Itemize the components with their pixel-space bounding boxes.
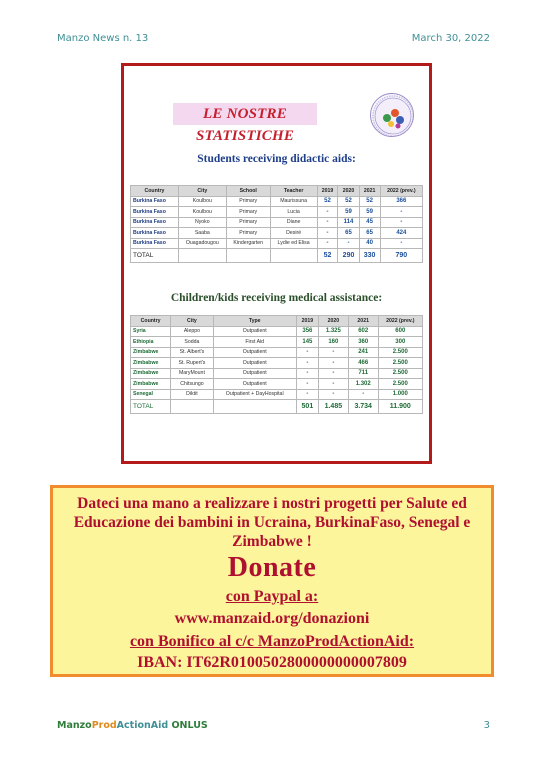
- table-cell: -: [317, 228, 338, 239]
- total-cell: [226, 249, 270, 263]
- table-cell: Primary: [226, 217, 270, 228]
- table-cell: Lydie ed Elisa: [270, 238, 317, 249]
- brand-part-prod: Prod: [91, 720, 117, 731]
- table-cell: Primary: [226, 196, 270, 207]
- table-cell: -: [318, 358, 348, 369]
- table-row: [131, 389, 423, 400]
- total-cell: 1.485: [318, 400, 348, 414]
- table-cell: 145: [296, 337, 318, 348]
- table-cell: 466: [348, 358, 378, 369]
- table-cell: 600: [378, 326, 422, 337]
- table-row: [131, 326, 423, 337]
- table-cell: Burkina Faso: [131, 196, 179, 207]
- table-cell: Outpatient: [213, 326, 296, 337]
- table-cell: -: [380, 217, 422, 228]
- table-cell: -: [296, 347, 318, 358]
- table-cell: -: [338, 238, 359, 249]
- table-cell: Diane: [270, 217, 317, 228]
- column-header: School: [226, 186, 270, 197]
- table-cell: -: [296, 368, 318, 379]
- total-cell: TOTAL: [131, 400, 171, 414]
- table-cell: 160: [318, 337, 348, 348]
- table-cell: Syria: [131, 326, 171, 337]
- total-cell: [270, 249, 317, 263]
- table-header-row: [131, 186, 423, 197]
- table-cell: Diktit: [171, 389, 213, 400]
- table-row: [131, 347, 423, 358]
- table-cell: Outpatient: [213, 379, 296, 390]
- table-cell: 114: [338, 217, 359, 228]
- table-cell: Outpatient: [213, 368, 296, 379]
- table-cell: 59: [338, 207, 359, 218]
- total-cell: 330: [359, 249, 380, 263]
- column-header: Country: [131, 186, 179, 197]
- table-cell: 711: [348, 368, 378, 379]
- table-cell: 2.500: [378, 347, 422, 358]
- table-cell: 59: [359, 207, 380, 218]
- table-cell: Maurissuna: [270, 196, 317, 207]
- column-header: City: [171, 316, 213, 327]
- column-header: City: [178, 186, 226, 197]
- table-cell: Primary: [226, 228, 270, 239]
- table-cell: -: [317, 207, 338, 218]
- column-header: Teacher: [270, 186, 317, 197]
- table-cell: Outpatient: [213, 347, 296, 358]
- iban-text: IBAN: IT62R0100502800000000007809: [137, 654, 407, 671]
- table-cell: -: [317, 238, 338, 249]
- table-cell: 356: [296, 326, 318, 337]
- column-header: 2022 (prev.): [380, 186, 422, 197]
- column-header: 2020: [338, 186, 359, 197]
- table-cell: 602: [348, 326, 378, 337]
- table-cell: Koulbou: [178, 207, 226, 218]
- table-cell: Zimbabwe: [131, 347, 171, 358]
- table-cell: 360: [348, 337, 378, 348]
- table-cell: 1.325: [318, 326, 348, 337]
- didactic-aids-table: [130, 185, 423, 263]
- logo-emblem-icon: [371, 94, 414, 137]
- footer-brand: [57, 720, 208, 731]
- column-header: 2019: [296, 316, 318, 327]
- table-cell: Lucia: [270, 207, 317, 218]
- brand-part-actionaid: ActionAid: [116, 720, 169, 731]
- column-header: 2019: [317, 186, 338, 197]
- table-cell: Ouagadougou: [178, 238, 226, 249]
- table-cell: Desiré: [270, 228, 317, 239]
- donate-heading: Donate: [227, 552, 317, 583]
- table-cell: 40: [359, 238, 380, 249]
- table-cell: 241: [348, 347, 378, 358]
- table-cell: Kindergarten: [226, 238, 270, 249]
- table-cell: 366: [380, 196, 422, 207]
- paypal-label: con Paypal a:: [225, 588, 319, 605]
- total-cell: TOTAL: [131, 249, 179, 263]
- table-cell: 1.302: [348, 379, 378, 390]
- table-row: [131, 207, 423, 218]
- table-cell: -: [380, 238, 422, 249]
- column-header: 2021: [348, 316, 378, 327]
- medical-assistance-heading: Children/kids receiving medical assistance:: [170, 292, 383, 304]
- table-row: [131, 228, 423, 239]
- didactic-aids-heading: Students receiving didactic aids:: [197, 153, 356, 165]
- column-header: 2022 (prev.): [378, 316, 422, 327]
- table-cell: Chitsungo: [171, 379, 213, 390]
- brand-part-onlus: ONLUS: [168, 720, 208, 731]
- table-cell: -: [318, 347, 348, 358]
- table-cell: -: [318, 389, 348, 400]
- table-cell: Outpatient: [213, 358, 296, 369]
- table-cell: 65: [338, 228, 359, 239]
- table-cell: Zimbabwe: [131, 368, 171, 379]
- organization-logo: [370, 93, 414, 137]
- total-cell: [213, 400, 296, 414]
- table-cell: -: [318, 379, 348, 390]
- table-cell: Aleppo: [171, 326, 213, 337]
- table-cell: -: [348, 389, 378, 400]
- brand-part-manzo: Manzo: [57, 720, 92, 731]
- table-cell: 2.500: [378, 358, 422, 369]
- table-cell: 52: [317, 196, 338, 207]
- total-cell: [171, 400, 213, 414]
- table-header-row: [131, 316, 423, 327]
- medical-assistance-table: [130, 315, 423, 414]
- donation-appeal: Dateci una mano a realizzare i nostri progetti per Salute ed Educazione dei bambini in Ucraina, BurkinaFaso, Senegal e Zimbabwe !: [73, 495, 471, 550]
- newsletter-issue: Manzo News n. 13: [57, 33, 149, 44]
- donation-url-link[interactable]: www.manzaid.org/donazioni: [174, 610, 370, 627]
- table-row: [131, 217, 423, 228]
- total-row: [131, 249, 423, 263]
- table-row: [131, 238, 423, 249]
- table-cell: 52: [359, 196, 380, 207]
- column-header: 2020: [318, 316, 348, 327]
- table-row: [131, 196, 423, 207]
- issue-date: March 30, 2022: [411, 33, 490, 44]
- table-cell: MaryMount: [171, 368, 213, 379]
- table-cell: Ethiopia: [131, 337, 171, 348]
- table-cell: Burkina Faso: [131, 228, 179, 239]
- table-cell: -: [296, 379, 318, 390]
- table-cell: -: [380, 207, 422, 218]
- table-cell: 52: [338, 196, 359, 207]
- table-cell: -: [317, 217, 338, 228]
- table-cell: Saaba: [178, 228, 226, 239]
- table-row: [131, 379, 423, 390]
- total-cell: 790: [380, 249, 422, 263]
- table-cell: Zimbabwe: [131, 358, 171, 369]
- table-cell: 2.500: [378, 379, 422, 390]
- table-cell: Nyoko: [178, 217, 226, 228]
- bank-transfer-label: con Bonifico al c/c ManzoProdActionAid:: [129, 633, 415, 650]
- statistics-title: LE NOSTRE STATISTICHE: [173, 103, 317, 125]
- table-cell: St. Rupert's: [171, 358, 213, 369]
- table-cell: 300: [378, 337, 422, 348]
- total-cell: 52: [317, 249, 338, 263]
- column-header: Country: [131, 316, 171, 327]
- table-cell: 2.500: [378, 368, 422, 379]
- table-cell: Primary: [226, 207, 270, 218]
- total-cell: 290: [338, 249, 359, 263]
- table-cell: -: [296, 389, 318, 400]
- total-cell: 501: [296, 400, 318, 414]
- total-row: [131, 400, 423, 414]
- table-row: [131, 368, 423, 379]
- table-cell: First Aid: [213, 337, 296, 348]
- table-cell: 424: [380, 228, 422, 239]
- table-cell: Outpatient + DayHospital: [213, 389, 296, 400]
- donation-box: [50, 485, 494, 677]
- table-cell: -: [318, 368, 348, 379]
- table-cell: Senegal: [131, 389, 171, 400]
- table-row: [131, 337, 423, 348]
- total-cell: 11.900: [378, 400, 422, 414]
- column-header: Type: [213, 316, 296, 327]
- table-cell: Koulbou: [178, 196, 226, 207]
- total-cell: 3.734: [348, 400, 378, 414]
- table-cell: Burkina Faso: [131, 217, 179, 228]
- table-cell: St. Albert's: [171, 347, 213, 358]
- table-cell: Zimbabwe: [131, 379, 171, 390]
- statistics-panel: [121, 63, 432, 464]
- table-cell: -: [296, 358, 318, 369]
- table-cell: 1.000: [378, 389, 422, 400]
- table-cell: 45: [359, 217, 380, 228]
- table-cell: Burkina Faso: [131, 238, 179, 249]
- column-header: 2021: [359, 186, 380, 197]
- table-cell: Burkina Faso: [131, 207, 179, 218]
- table-cell: 65: [359, 228, 380, 239]
- total-cell: [178, 249, 226, 263]
- page-number: 3: [483, 720, 490, 731]
- table-cell: Sodda: [171, 337, 213, 348]
- table-row: [131, 358, 423, 369]
